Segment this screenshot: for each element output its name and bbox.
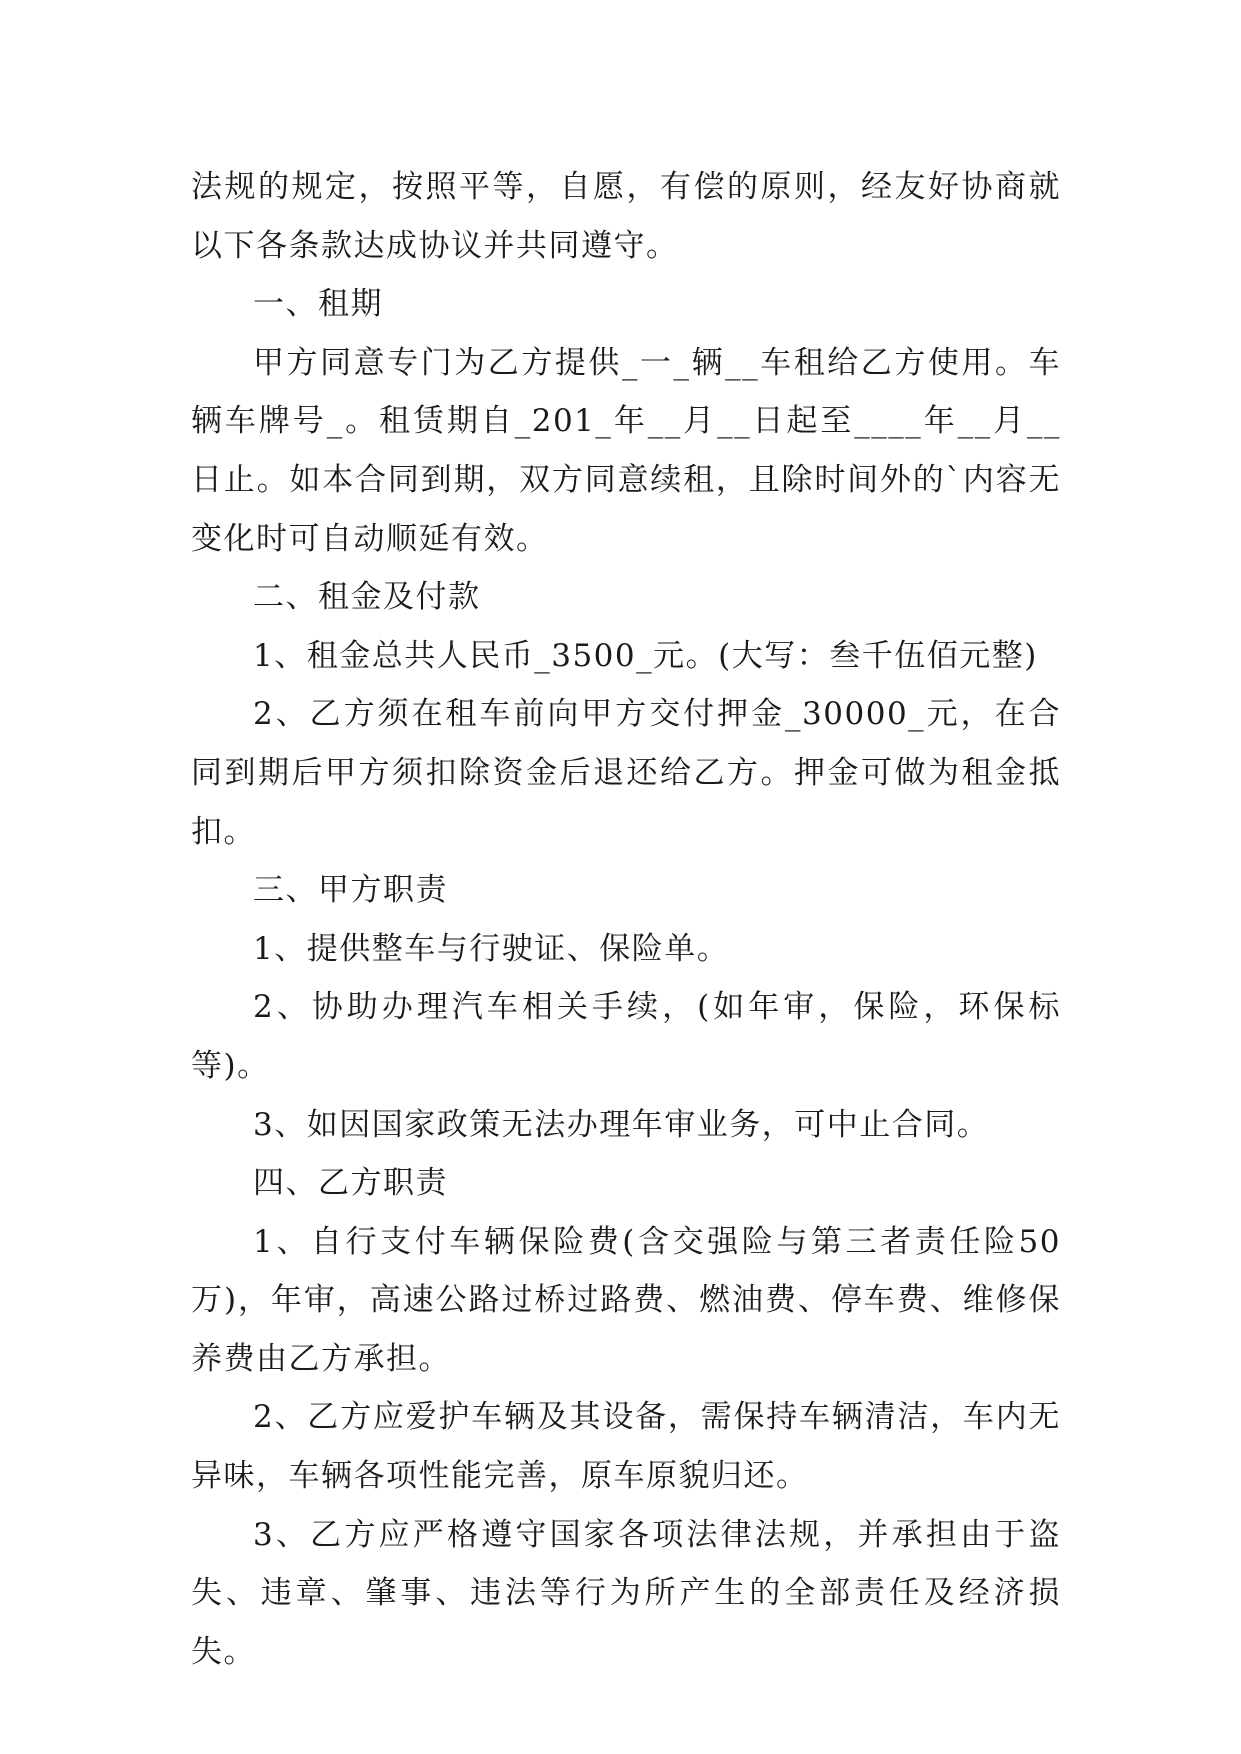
document-body [191, 158, 1061, 1681]
section-heading-lease-term: 一、租期 [253, 286, 383, 323]
paragraph-party-b-duty-3: 3、乙方应严格遵守国家各项法律法规，并承担由于盗失、违章、肇事、违法等行为所产生的全部责任及经济损失。 [191, 1516, 1061, 1670]
paragraph-deposit: 2、乙方须在租车前向甲方交付押金_30000_元，在合同到期后甲方须扣除资金后退还给乙方。押金可做为租金抵扣。 [191, 696, 1061, 850]
paragraph-party-a-duty-1: 1、提供整车与行驶证、保险单。 [253, 930, 730, 967]
paragraph-party-a-duty-2: 2、协助办理汽车相关手续，(如年审，保险，环保标等)。 [191, 989, 1061, 1084]
paragraph-rent-amount: 1、租金总共人民币_3500_元。(大写：叁千伍佰元整) [253, 637, 1038, 674]
section-heading-party-b-duties: 四、乙方职责 [253, 1165, 448, 1202]
paragraph-party-a-duty-3: 3、如因国家政策无法办理年审业务，可中止合同。 [253, 1106, 990, 1143]
paragraph-party-b-duty-2: 2、乙方应爱护车辆及其设备，需保持车辆清洁，车内无异味，车辆各项性能完善，原车原貌归还。 [191, 1399, 1061, 1495]
section-heading-party-a-duties: 三、甲方职责 [253, 872, 448, 909]
section-heading-rent-payment: 二、租金及付款 [253, 579, 481, 616]
paragraph-intro-continuation: 法规的规定，按照平等，自愿，有偿的原则，经友好协商就以下各条款达成协议并共同遵守。 [191, 169, 1061, 264]
paragraph-party-b-duty-1: 1、自行支付车辆保险费(含交强险与第三者责任险50万)，年审，高速公路过桥过路费、燃油费、停车费、维修保养费由乙方承担。 [191, 1223, 1061, 1377]
paragraph-lease-term: 甲方同意专门为乙方提供_一_辆__车租给乙方使用。车辆车牌号_。租赁期自_201_年__月__日起至____年__月__日止。如本合同到期，双方同意续租，且除时间外的`内容无变化时可自动顺延有效。 [191, 344, 1061, 557]
